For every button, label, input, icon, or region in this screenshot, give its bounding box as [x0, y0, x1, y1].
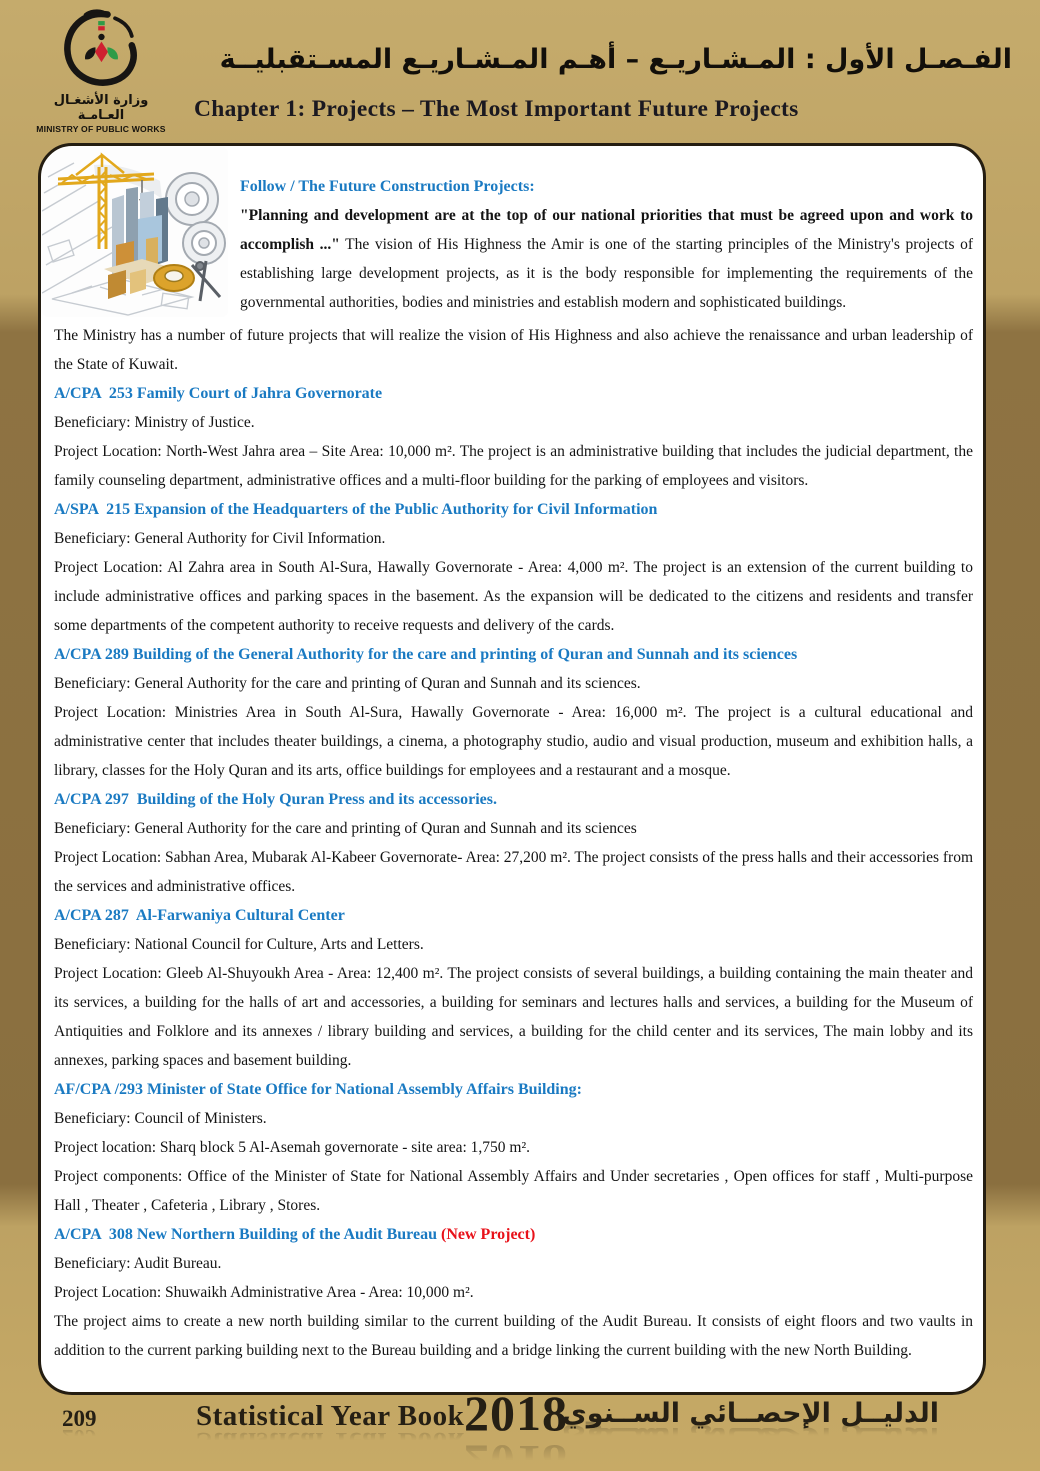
project-heading: [54, 1220, 973, 1249]
project-line: Project Location: Sabhan Area, Mubarak Al-Kabeer Governorate- Area: 27,200 m². The project consists of the press halls and their accessories from the services and administrative offices.: [54, 849, 974, 895]
project-line: Beneficiary: National Council for Culture, Arts and Letters.: [54, 936, 424, 953]
content-box: [38, 143, 986, 1395]
project-heading-text: A/CPA 289 Building of the General Authority for the care and printing of Quran and Sunnah and its sciences: [54, 646, 798, 663]
footer-title-english: Statistical Year Book: [196, 1400, 465, 1432]
project-line: Beneficiary: Council of Ministers.: [54, 1110, 267, 1127]
chapter-title-arabic: الفـصـل الأول : المـشـاريـع – أهـم المـشـاريـع المسـتقبليــة: [219, 44, 1012, 75]
project-line: Project Location: Gleeb Al-Shuyoukh Area - Area: 12,400 m². The project consists of several buildings, a building containing the main theater and its services, a building for the halls of art and accessories, a building for seminars and lectures halls and services, a building for the Museum of Antiquities and Folklore and its annexes / library building and services, a building for the child center and its services, The main lobby and its annexes, parking spaces and basement building.: [54, 965, 973, 1069]
project-heading-text: A/CPA 308 New Northern Building of the Audit Bureau: [54, 1226, 441, 1243]
tape-roll: [154, 265, 194, 291]
project-line: Project Location: Ministries Area in South Al-Sura, Hawally Governorate - Area: 16,000 m². The project is a cultural educational and administrative center that includes theater buildings, a cinema, a photography studio, audio and visual production, museum and exhibition halls, a library, classes for the Holy Quran and its arts, office buildings for employees and a restaurant and a mosque.: [54, 704, 973, 779]
ministry-logo-icon: [59, 8, 143, 92]
ministry-logo: [36, 8, 166, 134]
project-line: Project Location: North-West Jahra area – Site Area: 10,000 m². The project is an administrative building that includes the judicial department, the family counseling department, administrative offices and a multi-floor building for the parking of employees and visitors.: [54, 443, 973, 489]
project-heading: [54, 901, 973, 930]
construction-image: [42, 147, 228, 317]
project-heading: [54, 640, 973, 669]
project-heading: [54, 495, 973, 524]
ministry-logo-english-label: MINISTRY OF PUBLIC WORKS: [36, 124, 166, 134]
project-line: Project components: Office of the Minister of State for National Assembly Affairs and Under secretaries , Open offices for staff , Multi-purpose Hall , Theater , Cafeteria , Library , Stores.: [54, 1168, 973, 1214]
project-line: The project aims to create a new north building similar to the current building of the Audit Bureau. It consists of eight floors and two vaults in addition to the current parking building next to the Bureau building and a bridge linking the current building with the new North Building.: [54, 1313, 973, 1359]
project-line: Beneficiary: General Authority for the care and printing of Quran and Sunnah and its sciences: [54, 820, 637, 837]
footer-year: 2018: [464, 1385, 568, 1441]
project-line: Beneficiary: General Authority for the care and printing of Quran and Sunnah and its sciences.: [54, 675, 641, 692]
project-line: Project Location: Shuwaikh Administrative Area - Area: 10,000 m².: [54, 1284, 474, 1301]
project-line: Beneficiary: General Authority for Civil Information.: [54, 530, 386, 547]
project-heading-text: A/CPA 287 Al-Farwaniya Cultural Center: [54, 907, 345, 924]
intro-heading: Follow / The Future Construction Projects:: [240, 178, 535, 195]
ministry-logo-arabic-label: وزارة الأشغـال العـامـة: [53, 93, 149, 123]
project-line: Beneficiary: Audit Bureau.: [54, 1255, 222, 1272]
project-heading-text: A/SPA 215 Expansion of the Headquarters of the Public Authority for Civil Information: [54, 501, 658, 518]
intro-quote-bold: "Planning and development are at the top of our national priorities that must be agreed upon and work to accomplish ...": [240, 207, 973, 253]
project-heading: [54, 379, 973, 408]
project-heading-text: A/CPA 297 Building of the Holy Quran Press and its accessories.: [54, 791, 497, 808]
new-project-badge: (New Project): [441, 1226, 536, 1243]
intro-quote-rest: The vision of His Highness the Amir is one of the starting principles of the Ministry's projects of establishing large development projects, as it is the body responsible for implementing the requirements of the governmental authorities, bodies and ministries and establish modern and sophisticated buildings.: [240, 236, 973, 311]
project-line: Project location: Sharq block 5 Al-Asemah governorate - site area: 1,750 m².: [54, 1139, 530, 1156]
project-heading: [54, 785, 973, 814]
project-heading-text: AF/CPA /293 Minister of State Office for National Assembly Affairs Building:: [54, 1081, 582, 1098]
page-number: 209: [62, 1406, 97, 1431]
project-heading-text: A/CPA 253 Family Court of Jahra Governorate: [54, 385, 383, 402]
ministry-paragraph: The Ministry has a number of future projects that will realize the vision of His Highness and also achieve the renaissance and urban leadership of the State of Kuwait.: [54, 327, 973, 373]
project-line: Project Location: Al Zahra area in South Al-Sura, Hawally Governorate - Area: 4,000 m². The project is an extension of the current building to include administrative offices and parking spaces in the basement. As the expansion will be dedicated to the citizens and residents and transfer some departments of the competent authority to receive requests and delivery of the cards.: [54, 559, 973, 634]
chapter-title-english: Chapter 1: Projects – The Most Important Future Projects: [194, 96, 799, 122]
footer-title-arabic: الدليــل الإحصــائي الســنوي: [562, 1398, 939, 1429]
page-footer: [0, 1385, 1040, 1468]
project-line: Beneficiary: Ministry of Justice.: [54, 414, 255, 431]
project-heading: [54, 1075, 973, 1104]
